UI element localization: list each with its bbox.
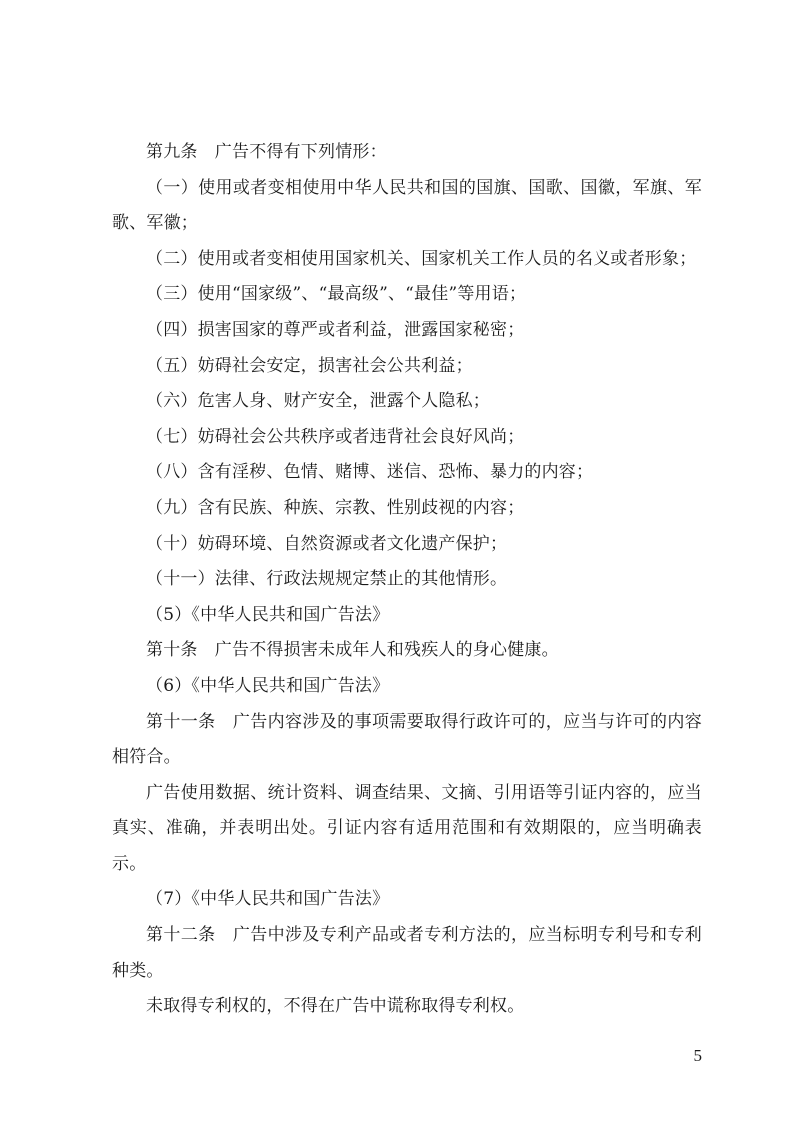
paragraph-item-9: （九）含有民族、种族、宗教、性别歧视的内容； [146, 497, 525, 518]
paragraph-item-4: （四）损害国家的尊严或者利益，泄露国家秘密； [146, 319, 525, 340]
source-citation-5: （5）《中华人民共和国广告法》 [146, 604, 390, 625]
paragraph-item-11: （十一）法律、行政法规规定禁止的其他情形。 [146, 569, 508, 590]
paragraph-item-5: （五）妨碍社会安定，损害社会公共利益； [146, 355, 473, 376]
paragraph-item-10: （十）妨碍环境、自然资源或者文化遗产保护； [146, 533, 508, 554]
paragraph-item-8: （八）含有淫秽、色情、赌博、迷信、恐怖、暴力的内容； [146, 462, 594, 483]
paragraph-item-7: （七）妨碍社会公共秩序或者违背社会良好风尚； [146, 426, 525, 447]
paragraph-article-12-second: 未取得专利权的，不得在广告中谎称取得专利权。 [146, 996, 525, 1017]
paragraph-article-9-heading: 第九条 广告不得有下列情形： [146, 142, 387, 162]
paragraph-article-11-second: 广告使用数据、统计资料、调查结果、文摘、引用语等引证内容的，应当真实、准确，并表明出处。引证内容有适用范围和有效期限的，应当明确表示。 [112, 782, 702, 874]
body-text [112, 135, 702, 1025]
page-number: 5 [693, 1046, 702, 1065]
paragraph-article-10: 第十条 广告不得损害未成年人和残疾人的身心健康。 [146, 640, 559, 661]
paragraph-article-11: 第十一条 广告内容涉及的事项需要取得行政许可的，应当与许可的内容相符合。 [112, 711, 702, 768]
source-citation-6: （6）《中华人民共和国广告法》 [146, 675, 390, 696]
source-citation-7: （7）《中华人民共和国广告法》 [146, 889, 390, 910]
paragraph-item-2: （二）使用或者变相使用国家机关、国家机关工作人员的名义或者形象； [146, 248, 697, 269]
paragraph-item-1: （一）使用或者变相使用中华人民共和国的国旗、国歌、国徽，军旗、军歌、军徽； [112, 177, 702, 234]
paragraph-item-6: （六）危害人身、财产安全，泄露个人隐私； [146, 391, 490, 412]
paragraph-article-12: 第十二条 广告中涉及专利产品或者专利方法的，应当标明专利号和专利种类。 [112, 925, 702, 981]
paragraph-item-3: （三）使用“国家级”、“最高级”、“最佳”等用语； [146, 284, 527, 305]
